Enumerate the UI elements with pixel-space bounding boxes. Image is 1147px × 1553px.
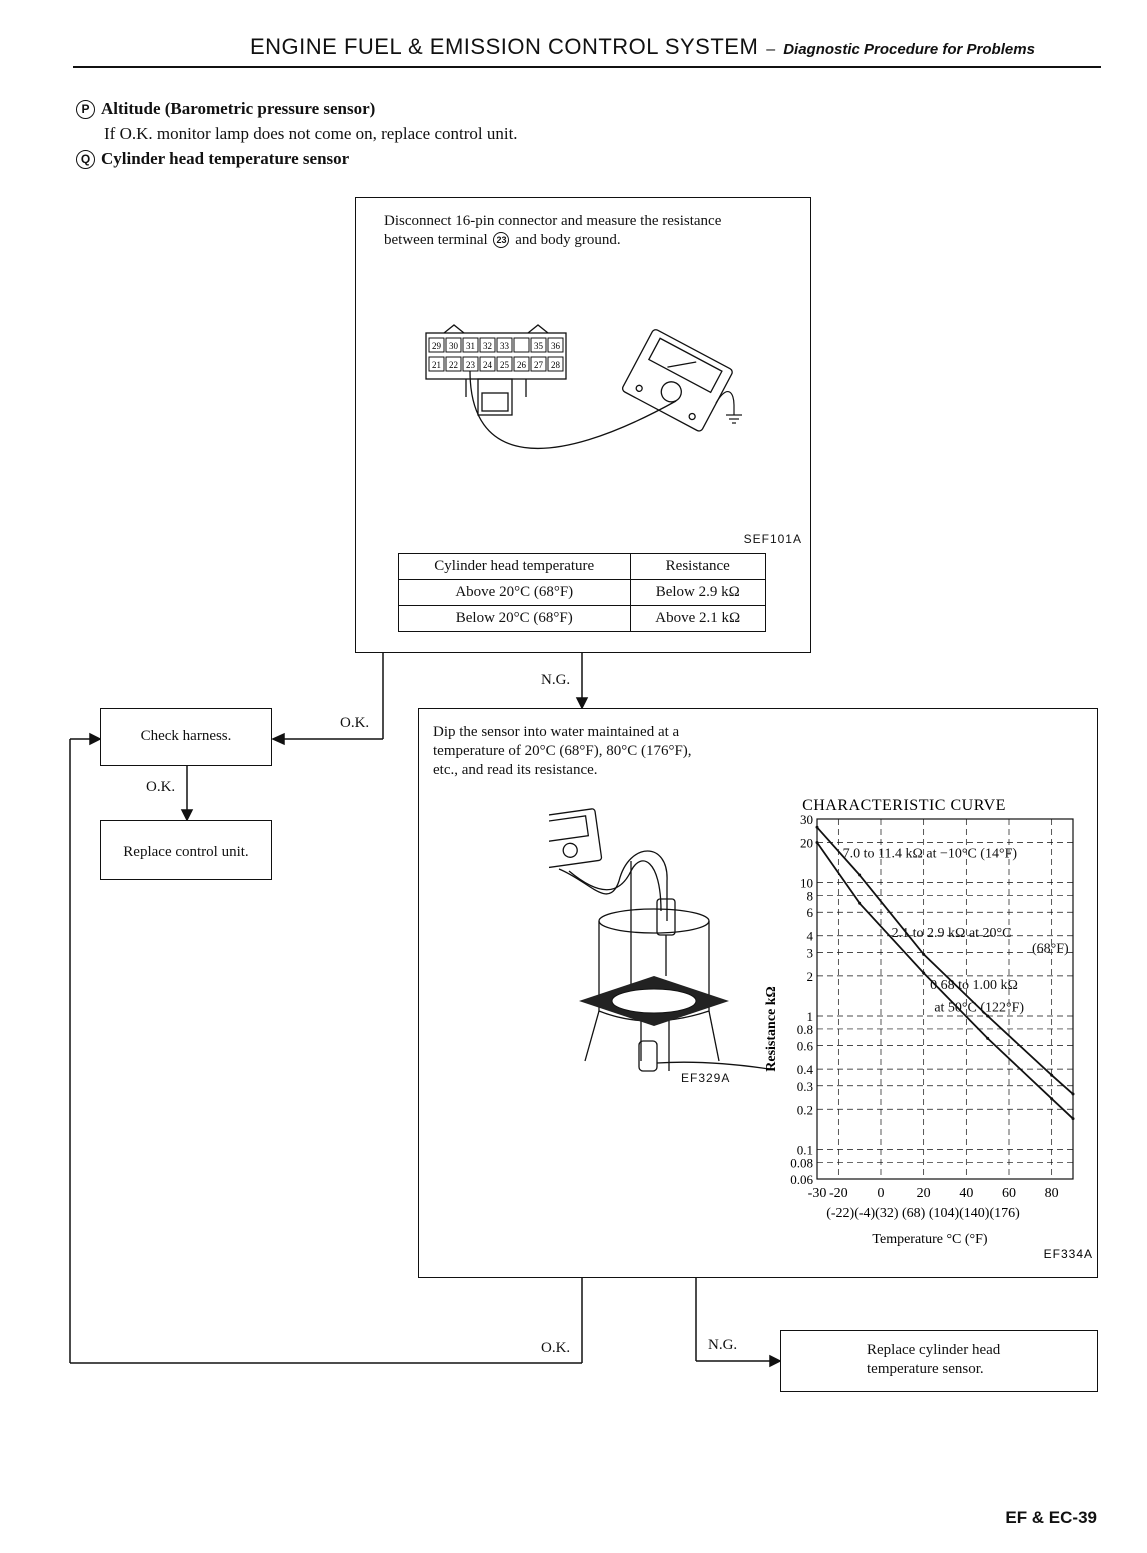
table-header: Resistance bbox=[630, 554, 766, 580]
table-cell: Above 2.1 kΩ bbox=[630, 606, 766, 632]
lead-wire bbox=[569, 861, 661, 911]
section-q-title: Cylinder head temperature sensor bbox=[101, 149, 350, 168]
x-tick-label: 20 bbox=[916, 1186, 931, 1201]
step2-line1: Dip the sensor into water maintained at a bbox=[433, 724, 680, 740]
x-tick-label: 80 bbox=[1044, 1186, 1059, 1201]
y-tick-label: 30 bbox=[800, 812, 813, 827]
series-point-upper bbox=[1072, 1093, 1075, 1096]
chart-annotation: 2.1 to 2.9 kΩ at 20°C bbox=[891, 926, 1012, 942]
tester-icon bbox=[549, 809, 602, 869]
series-point-lower bbox=[922, 972, 925, 975]
series-point-upper bbox=[1050, 1074, 1053, 1077]
chart-annotation: 0.68 to 1.00 kΩ bbox=[930, 977, 1018, 993]
replace-sensor-line2: temperature sensor. bbox=[867, 1361, 984, 1377]
chart-annotation: at 50°C (122°F) bbox=[934, 1000, 1025, 1016]
series-point-upper bbox=[858, 874, 861, 877]
header-title: ENGINE FUEL & EMISSION CONTROL SYSTEM bbox=[250, 34, 759, 59]
replace-control-box bbox=[100, 820, 272, 880]
replace-sensor-line1: Replace cylinder head bbox=[867, 1342, 1001, 1358]
chart-figure-code: EF334A bbox=[1043, 1247, 1093, 1261]
pin-label: 28 bbox=[551, 360, 560, 370]
x-tick-label: -30 bbox=[807, 1186, 827, 1201]
series-line-upper bbox=[817, 827, 1073, 1094]
step1-figure-code: SEF101A bbox=[743, 532, 802, 546]
replace-sensor-box bbox=[780, 1330, 1098, 1392]
step2-line3: etc., and read its resistance. bbox=[433, 762, 598, 778]
step1-line1: Disconnect 16-pin connector and measure the resistance bbox=[384, 213, 722, 229]
table-cell: Below 2.9 kΩ bbox=[630, 580, 766, 606]
y-tick-label: 0.06 bbox=[790, 1172, 813, 1187]
series-point-lower bbox=[816, 841, 819, 844]
chart-annotation: 7.0 to 11.4 kΩ at −10°C (14°F) bbox=[842, 846, 1018, 862]
check-harness-text: Check harness. bbox=[140, 728, 232, 744]
y-tick-label: 0.4 bbox=[796, 1062, 813, 1078]
y-axis-label: Resistance kΩ bbox=[764, 986, 779, 1072]
pin-label: 24 bbox=[483, 360, 492, 370]
pin-label: 22 bbox=[449, 360, 458, 370]
pin-label: 23 bbox=[466, 360, 475, 370]
table-cell: Below 20°C (68°F) bbox=[399, 606, 631, 632]
section-p-note: If O.K. monitor lamp does not come on, replace control unit. bbox=[104, 124, 518, 143]
flow-label-ng1: N.G. bbox=[541, 672, 571, 688]
check-harness-box bbox=[100, 708, 272, 766]
y-tick-label: 2 bbox=[806, 968, 813, 984]
header-dash: – bbox=[766, 41, 776, 58]
series-point-upper bbox=[922, 953, 925, 956]
table-header: Cylinder head temperature bbox=[399, 554, 631, 580]
series-point-lower bbox=[1050, 1097, 1053, 1100]
x-axis-label: Temperature °C (°F) bbox=[872, 1232, 988, 1247]
pin-label: 35 bbox=[534, 341, 543, 351]
step2-line2: temperature of 20°C (68°F), 80°C (176°F), bbox=[433, 743, 692, 759]
section-marker-p: P bbox=[76, 100, 95, 119]
y-tick-label: 0.1 bbox=[796, 1142, 813, 1158]
x-tick-label: -20 bbox=[828, 1186, 848, 1201]
y-tick-label: 0.6 bbox=[796, 1038, 813, 1054]
y-tick-label: 10 bbox=[800, 875, 813, 891]
x-tick-label: 0 bbox=[877, 1186, 885, 1201]
chart-title: CHARACTERISTIC CURVE bbox=[802, 797, 1006, 814]
characteristic-curve-chart bbox=[755, 789, 1097, 1279]
section-p-title: Altitude (Barometric pressure sensor) bbox=[101, 99, 376, 118]
pin-label: 32 bbox=[483, 341, 492, 351]
pin-label: 27 bbox=[534, 360, 543, 370]
beaker-illustration bbox=[549, 801, 769, 1091]
plot-frame bbox=[817, 819, 1073, 1179]
series-point-lower bbox=[858, 902, 861, 905]
y-tick-label: 1 bbox=[806, 1009, 813, 1025]
terminal-marker: 23 bbox=[493, 232, 509, 248]
flow-label-ok2: O.K. bbox=[146, 779, 176, 795]
pin-label: 31 bbox=[466, 341, 475, 351]
series-point-lower bbox=[1072, 1117, 1075, 1120]
y-tick-label: 0.2 bbox=[796, 1102, 813, 1118]
series-point-upper bbox=[816, 826, 819, 829]
y-tick-label: 0.08 bbox=[790, 1155, 813, 1171]
flow-label-ok1: O.K. bbox=[340, 715, 370, 731]
flow-label-ng2: N.G. bbox=[708, 1337, 738, 1353]
y-tick-label: 4 bbox=[806, 928, 813, 944]
section-marker-q: Q bbox=[76, 150, 95, 169]
series-point-lower bbox=[986, 1037, 989, 1040]
header-subtitle: Diagnostic Procedure for Problems bbox=[783, 41, 1035, 58]
page-number: EF & EC-39 bbox=[1005, 1508, 1097, 1527]
step2-box bbox=[418, 708, 1098, 1278]
flow-label-ok3: O.K. bbox=[541, 1340, 571, 1356]
y-tick-label: 20 bbox=[800, 835, 813, 851]
y-tick-label: 8 bbox=[806, 888, 813, 904]
y-tick-label: 0.8 bbox=[796, 1021, 813, 1037]
step2-instruction bbox=[433, 723, 793, 780]
replace-control-text: Replace control unit. bbox=[123, 844, 249, 860]
burner-icon bbox=[639, 1041, 769, 1071]
table-cell: Above 20°C (68°F) bbox=[399, 580, 631, 606]
pin-label: 33 bbox=[500, 341, 509, 351]
x-axis-tick-label-f: (-22)(-4)(32) (68) (104)(140)(176) bbox=[826, 1206, 1020, 1221]
pin-label: 26 bbox=[517, 360, 526, 370]
y-tick-label: 6 bbox=[806, 905, 813, 921]
lead-wire bbox=[559, 851, 667, 921]
chart-annotation: (68°F) bbox=[1032, 941, 1069, 957]
y-tick-label: 3 bbox=[806, 945, 813, 961]
x-tick-label: 40 bbox=[959, 1186, 974, 1201]
step2-figure-code: EF329A bbox=[681, 1071, 731, 1085]
step1-line2b: and body ground. bbox=[515, 232, 621, 248]
pin-label: 25 bbox=[500, 360, 509, 370]
y-tick-label: 0.3 bbox=[796, 1078, 813, 1094]
x-tick-label: 60 bbox=[1002, 1186, 1016, 1201]
pin-label: 30 bbox=[449, 341, 458, 351]
pin-label: 29 bbox=[432, 341, 441, 351]
sensor-icon bbox=[657, 899, 675, 976]
pin-label: 36 bbox=[551, 341, 560, 351]
step1-line2a: between terminal bbox=[384, 232, 488, 248]
pin-label: 21 bbox=[432, 360, 441, 370]
